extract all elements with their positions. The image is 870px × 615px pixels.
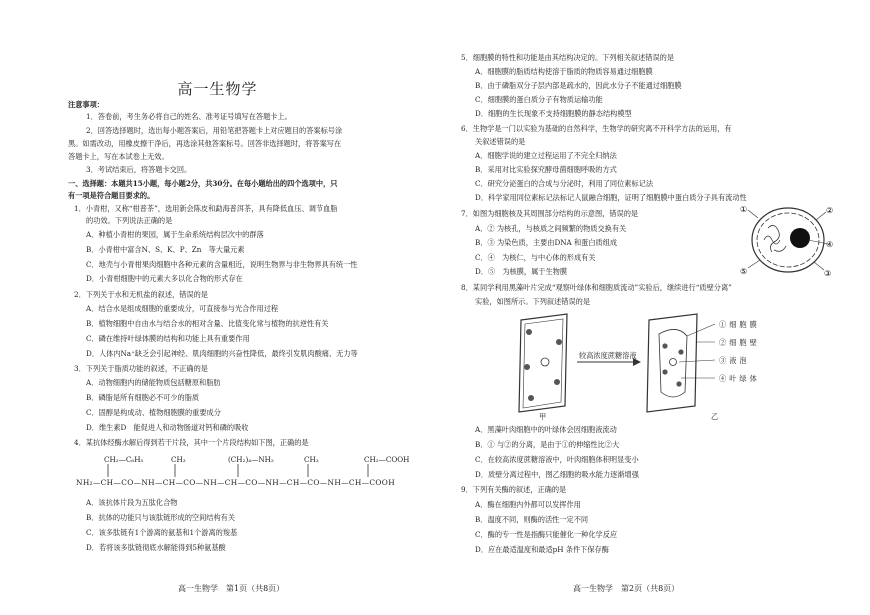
q9-option: C．酶的专一性是指酶只能催化一种化学反应 (475, 530, 618, 539)
q2-option: B．植物细胞中自由水与结合水的相对含量、比值变化常与植物的抗逆性有关 (86, 319, 329, 328)
section-heading: 有一项是符合题目要求的。 (68, 191, 155, 200)
caption-yi: 乙 (711, 412, 719, 421)
page-footer: 高一生物学 第1页（共8页） (178, 584, 285, 593)
peptide-formula (76, 452, 421, 492)
cell-drawings (515, 312, 845, 422)
q7-option: B．③ 为染色质，主要由DNA 和蛋白质组成 (475, 238, 618, 247)
q8-option: B．① 与②的分离，是由于①的伸缩性比②大 (475, 440, 620, 449)
arrow-label: 较高浓度蔗糖溶液 (579, 351, 637, 360)
fig8-label-membrane: ①细胞膜 (719, 320, 760, 329)
q5-stem: 5．细胞膜的特性和功能是由其结构决定的。下列相关叙述错误的是 (461, 53, 675, 62)
notice-line: 答题卡上，写在本试卷上无效。 (68, 152, 169, 161)
q3-option: C．固醇是构成动、植物细胞膜的重要成分 (86, 408, 221, 417)
q4-option: D．若将该多肽链彻底水解能得到5种氨基酸 (86, 543, 226, 552)
r-group-5: CH₂—COOH (364, 455, 410, 464)
q9-option: A．酶在细胞内外都可以发挥作用 (475, 500, 581, 509)
q1-option: D．小青柑细胞中的元素大多以化合物的形式存在 (86, 274, 243, 283)
notice-line: 2．回答选择题时，选出每小题答案后，用铅笔把答题卡上对应题目的答案标号涂 (86, 126, 343, 135)
fig7-label-4: ④ (826, 240, 834, 249)
q7-option: C．④ 为核仁，与中心体的形成有关 (475, 253, 596, 262)
fig7-label-1: ① (740, 205, 748, 214)
q5-option: D．细胞的生长现象不支持细胞膜的静态结构模型 (475, 109, 632, 118)
bond-lines (76, 462, 421, 492)
q6-option: B．采用对比实验探究酵母菌细胞呼吸的方式 (475, 165, 617, 174)
q6-option: A．细胞学说的建立过程运用了不完全归纳法 (475, 151, 617, 160)
q5-option: A．细胞膜的脂质结构使溶于脂质的物质容易通过细胞膜 (475, 67, 653, 76)
q8-option: D．质壁分离过程中，图乙细胞的吸水能力逐渐增强 (475, 470, 639, 479)
q1-stem: 1．小青柑，又称“柑普茶”，选用新会陈皮和勐海普洱茶，具有降低血压、调节血脂 (74, 204, 338, 213)
fig8-label-chloroplast: ④叶绿体 (719, 374, 760, 383)
q4-option: C．该多肽链有1个游离的氨基和1个游离的羧基 (86, 528, 238, 537)
q6-option: C．研究分泌蛋白的合成与分泌时，利用了同位素标记法 (475, 179, 654, 188)
q2-option: D．人体内Na⁺缺乏会引起神经、肌肉细胞的兴奋性降低，最终引发肌肉酸痛、无力等 (86, 349, 358, 358)
q1-option: C．地壳与小青柑果肉细胞中各种元素的含量相近，说明生物界与非生物界具有统一性 (86, 260, 358, 269)
q4-option: B．抗体的功能只与该肽链形成的空间结构有关 (86, 513, 236, 522)
notice-heading: 注意事项： (68, 100, 104, 109)
page-footer: 高一生物学 第2页（共8页） (573, 584, 680, 593)
q9-option: D．应在最适温度和最适pH 条件下保存酶 (475, 545, 609, 554)
q1-option: A．种植小青柑的果园，属于生命系统结构层次中的群落 (86, 230, 264, 239)
q1-stem: 的功效。下列说法正确的是 (86, 216, 173, 225)
q6-stem: 关叙述错误的是 (475, 137, 526, 146)
fig7-label-2: ② (826, 206, 834, 215)
q2-option: C．磷在维持叶绿体膜的结构和功能上具有重要作用 (86, 334, 250, 343)
q1-option: B．小青柑中富含N、S、K、P、Zn 等大量元素 (86, 245, 245, 254)
q9-option: B．温度不同，则酶的活性一定不同 (475, 515, 589, 524)
caption-jia: 甲 (539, 412, 547, 421)
q7-option: A．② 为核孔，与核质之间频繁的物质交换有关 (475, 224, 627, 233)
r-group-4: CH₃ (304, 455, 319, 464)
q6-option: D．科学家用同位素标记法标记人鼠融合细胞，证明了细胞膜中蛋白质分子具有流动性 (475, 193, 747, 202)
q3-stem: 3．下列关于脂质功能的叙述，不正确的是 (74, 364, 208, 373)
q8-option: C．在较高浓度蔗糖溶液中，叶肉细胞体积明显变小 (475, 455, 639, 464)
q2-stem: 2．下列关于水和无机盐的叙述，错误的是 (74, 290, 208, 299)
notice-line: 3．考试结束后，将答题卡交回。 (86, 165, 192, 174)
section-heading: 一、选择题：本题共15小题，每小题2分，共30分。在每小题给出的四个选项中，只 (68, 179, 338, 188)
q5-option: B．由于磷脂双分子层内部是疏水的，因此水分子不能通过细胞膜 (475, 81, 682, 90)
q9-stem: 9．下列有关酶的叙述，正确的是 (461, 485, 567, 494)
page-2 (435, 0, 870, 615)
q4-stem: 4．某抗体经酶水解后得到若干片段，其中一个片段结构如下图，正确的是 (74, 438, 309, 447)
q8-stem: 实验，如图所示。下列叙述错误的是 (475, 297, 591, 306)
q5-option: C．细胞膜的蛋白质分子有物质运输功能 (475, 95, 603, 104)
q3-option: A．动物细胞内的储能物质包括糖原和脂肪 (86, 378, 221, 387)
plasmolysis-figure (515, 312, 845, 422)
exam-title: 高一生物学 (177, 80, 258, 98)
fig7-label-3: ③ (824, 269, 832, 278)
notice-line: 1．答卷前，考生务必将自己的姓名、准考证号填写在答题卡上。 (86, 112, 292, 121)
q8-stem: 8．某同学利用黑藻叶片完成“观察叶绿体和细胞质流动”实验后，继续进行“质壁分离” (461, 283, 732, 292)
q7-option: D．⑤ 为核膜，属于生物膜 (475, 267, 568, 276)
fig8-label-wall: ②细胞壁 (719, 338, 760, 347)
fig8-label-vacuole: ③液泡 (719, 356, 750, 365)
q3-option: D．维生素D 能促进人和动物肠道对钙和磷的吸收 (86, 423, 249, 432)
peptide-backbone: NH₂—CH—CO—NH—CH—CO—NH—CH—CO—NH—CH—CO—NH—CH—COOH (76, 478, 396, 487)
fig7-label-5: ⑤ (740, 267, 748, 276)
nucleus-figure (738, 200, 838, 280)
q2-option: A．结合水是组成细胞的重要成分，可直接参与光合作用过程 (86, 304, 279, 313)
q3-option: B．磷脂是所有细胞必不可少的脂质 (86, 393, 200, 402)
q6-stem: 6．生物学是一门以实验为基础的自然科学，生物学的研究离不开科学方法的运用，有 (461, 124, 732, 133)
q8-option: A．黑藻叶肉细胞中的叶绿体会因细胞液流动 (475, 425, 617, 434)
q7-stem: 7．如图为细胞核及其周围部分结构的示意图，错误的是 (461, 209, 639, 218)
q4-option: A．该抗体片段为五肽化合物 (86, 498, 178, 507)
r-group-3: (CH₂)₄—NH₂ (228, 455, 274, 464)
r-group-1: CH₂—C₆H₅ (104, 455, 144, 464)
r-group-2: CH₃ (171, 455, 186, 464)
notice-line: 黑。如需改动，用橡皮擦干净后，再选涂其他答案标号。回答非选择题时，将答案写在 (68, 139, 342, 148)
